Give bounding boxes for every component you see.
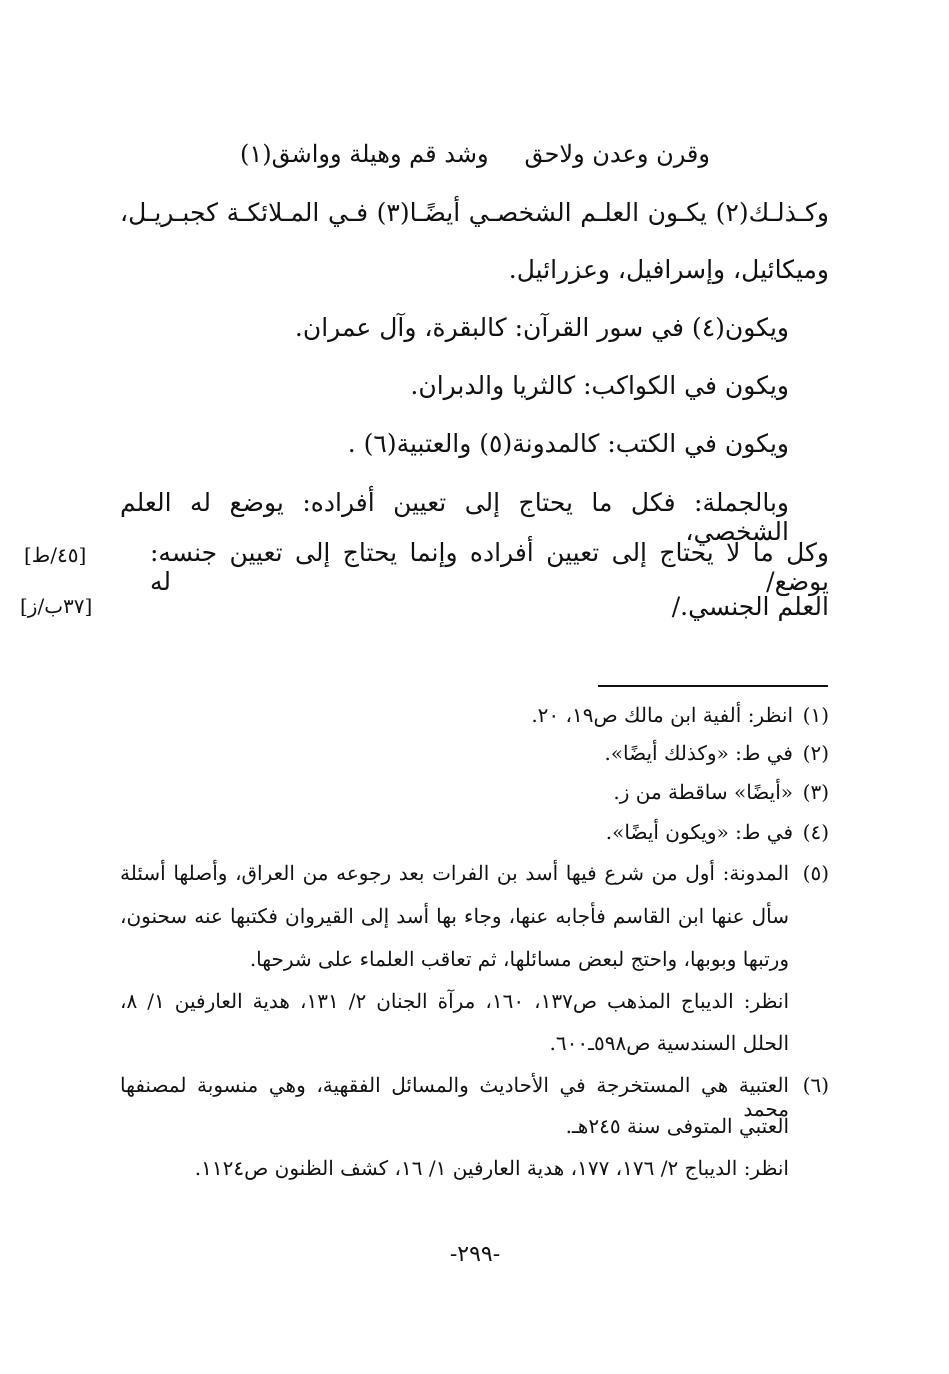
body-paragraph-5-line-1: وبالجملة: فكل ما يحتاج إلى تعيين أفراده: يوضع له العلم الشخصي، <box>120 488 789 546</box>
footnote-6-line-3: انظر: الديباج ٢/ ١٧٦، ١٧٧، هدية العارفين ١/ ١٦، كشف الظنون ص١١٢٤. <box>194 1156 789 1180</box>
footnote-5-line-1: المدونة: أول من شرع فيها أسد بن الفرات بعد رجوعه من العراق، وأصلها أسئلة <box>120 861 789 885</box>
footnote-1 <box>531 703 829 727</box>
footnote-3 <box>613 780 829 804</box>
verse-hemistich-left: وشد قم وهيلة وواشق(١) <box>240 140 489 168</box>
footnote-6-line-1: العتبية هي المستخرجة في الأحاديث والمسائل الفقهية، وهي منسوبة لمصنفها محمد <box>120 1073 789 1121</box>
footnote-5-number: (٥) <box>802 861 829 885</box>
body-paragraph-2: ويكون(٤) في سور القرآن: كالبقرة، وآل عمران. <box>294 313 789 342</box>
footnote-5-line-3: ورتبها وبوبها، واحتج لبعض مسائلها، ثم تعاقب العلماء على شرحها. <box>249 947 789 971</box>
footnote-3-text: «أيضًا» ساقطة من ز. <box>613 780 793 804</box>
page-number: -٢٩٩- <box>449 1242 501 1267</box>
footnote-4-text: في ط: «ويكون أيضًا». <box>605 820 793 844</box>
margin-reference-z: [٣٧ب/ز] <box>20 594 93 618</box>
body-paragraph-5-line-2: وكل ما لا يحتاج إلى تعيين أفراده وإنما يحتاج إلى تعيين جنسه: يوضع/ له <box>150 538 829 596</box>
footnote-5-line-2: سأل عنها ابن القاسم فأجابه عنها، وجاء بها أسد إلى القيروان فكتبها عنه سحنون، <box>120 904 789 928</box>
verse-hemistich-right: وقرن وعدن ولاحق <box>524 140 710 168</box>
body-paragraph-1-line-1: وكـذلـك(٢) يكـون العلـم الشخصـي أيضًـا(٣) فـي المـلائكـة كجبـريـل، <box>120 198 829 227</box>
footnote-5-line-4: انظر: الديباج المذهب ص١٣٧، ١٦٠، مرآة الجنان ٢/ ١٣١، هدية العارفين ١/ ٨، <box>120 989 790 1013</box>
footnote-2-number: (٢) <box>802 741 829 765</box>
footnote-4-number: (٤) <box>802 820 829 844</box>
footnote-2 <box>604 741 829 765</box>
footnote-5-line-5: الحلل السندسية ص٥٩٨ـ٦٠٠. <box>549 1031 789 1055</box>
footnote-2-text: في ط: «وكذلك أيضًا». <box>604 741 793 765</box>
footnote-6-line-2: العتبي المتوفى سنة ٢٤٥هـ. <box>565 1114 789 1138</box>
footnote-3-number: (٣) <box>802 780 829 804</box>
footnote-1-number: (١) <box>802 703 829 727</box>
footnote-6-number: (٦) <box>802 1073 829 1097</box>
margin-reference-t: [٤٥/ط] <box>24 543 87 567</box>
body-paragraph-3: ويكون في الكواكب: كالثريا والدبران. <box>410 371 789 400</box>
body-paragraph-1-line-2: وميكائيل، وإسرافيل، وعزرائيل. <box>508 255 829 284</box>
footnote-4 <box>606 820 829 844</box>
poem-verse <box>240 140 710 180</box>
footnote-1-text: انظر: ألفية ابن مالك ص١٩، ٢٠. <box>531 703 793 727</box>
footnote-divider <box>598 685 828 687</box>
body-paragraph-4: ويكون في الكتب: كالمدونة(٥) والعتبية(٦) . <box>347 429 789 458</box>
body-paragraph-5-line-3: العلم الجنسي./ <box>671 592 829 621</box>
